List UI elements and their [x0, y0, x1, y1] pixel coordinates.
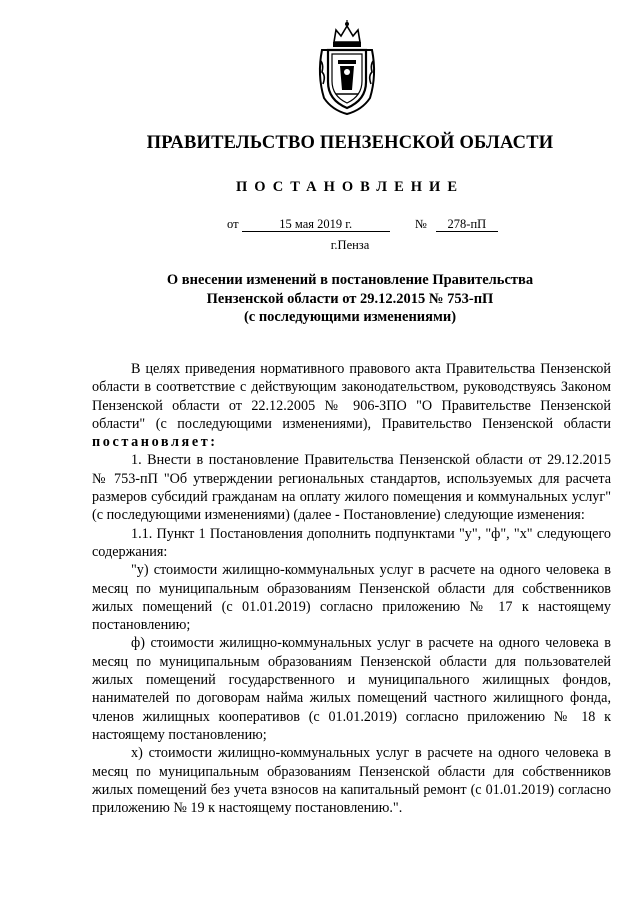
date-prefix: от	[227, 217, 239, 231]
subject-line: Пензенской области от 29.12.2015 № 753-пП	[206, 290, 494, 307]
government-title: ПРАВИТЕЛЬСТВО ПЕНЗЕНСКОЙ ОБЛАСТИ	[146, 133, 554, 153]
subject-line: О внесении изменений в постановление Правительства	[166, 272, 534, 288]
subject-line: (с последующими изменениями)	[243, 309, 457, 325]
date-number-line	[227, 217, 498, 235]
coat-of-arms-emblem	[314, 20, 380, 116]
subitem-f: ф) стоимости жилищно-коммунальных услуг в расчете на одного человека в месяц по муниципальным образованиям Пензенской области для пользователей жилых помещений государственного и муниципального жилищных фондов, нанимателей по договорам найма жилых помещений частного жилищного фонда, членов жилищных кооперативов (с 01.01.2019) согласно приложению № 18 к настоящему постановлению;	[92, 635, 611, 743]
intro-text: В целях приведения нормативного правового акта Правительства Пензенской области в соответствие с действующим законодательством, руководствуясь Законом Пензенской области от 22.12.2005 № 906-ЗПО "О Правительстве Пензенской области" (с последующими изменениями), Правительство Пензенской области	[92, 361, 611, 432]
document-body	[92, 360, 611, 817]
intro-paragraph	[92, 360, 611, 451]
subitem-kh: х) стоимости жилищно-коммунальных услуг в расчете на одного человека в месяц по муниципальным образованиям Пензенской области для собственников жилых помещений без учета взносов на капитальный ремонт (с 01.01.2019) согласно приложению № 19 к настоящему постановлению.".	[92, 745, 611, 817]
city-name: г.Пенза	[330, 238, 370, 252]
document-type-heading: ПОСТАНОВЛЕНИЕ	[235, 179, 464, 195]
subitem-u: "у) стоимости жилищно-коммунальных услуг в расчете на одного человека в месяц по муниципальным образованиям Пензенской области для собственников жилых помещений (с 01.01.2019) согласно приложению № 17 к настоящему постановлению;	[92, 562, 611, 634]
document-number: 278-пП	[436, 217, 498, 232]
paragraph-1: 1. Внести в постановление Правительства Пензенской области от 29.12.2015 № 753-пП "Об утверждении региональных стандартов, используемых для расчета размеров субсидий гражданам на оплату жилого помещения и коммунальных услуг" (с последующими изменениями) (далее - Постановление) следующие изменения:	[92, 452, 611, 524]
document-date: 15 мая 2019 г.	[242, 217, 390, 232]
decree-word: постановляет:	[92, 434, 218, 451]
number-sign: №	[414, 217, 427, 231]
document-subject	[120, 271, 580, 327]
paragraph-1-1: 1.1. Пункт 1 Постановления дополнить подпунктами "у", "ф", "х" следующего содержания:	[92, 525, 611, 560]
